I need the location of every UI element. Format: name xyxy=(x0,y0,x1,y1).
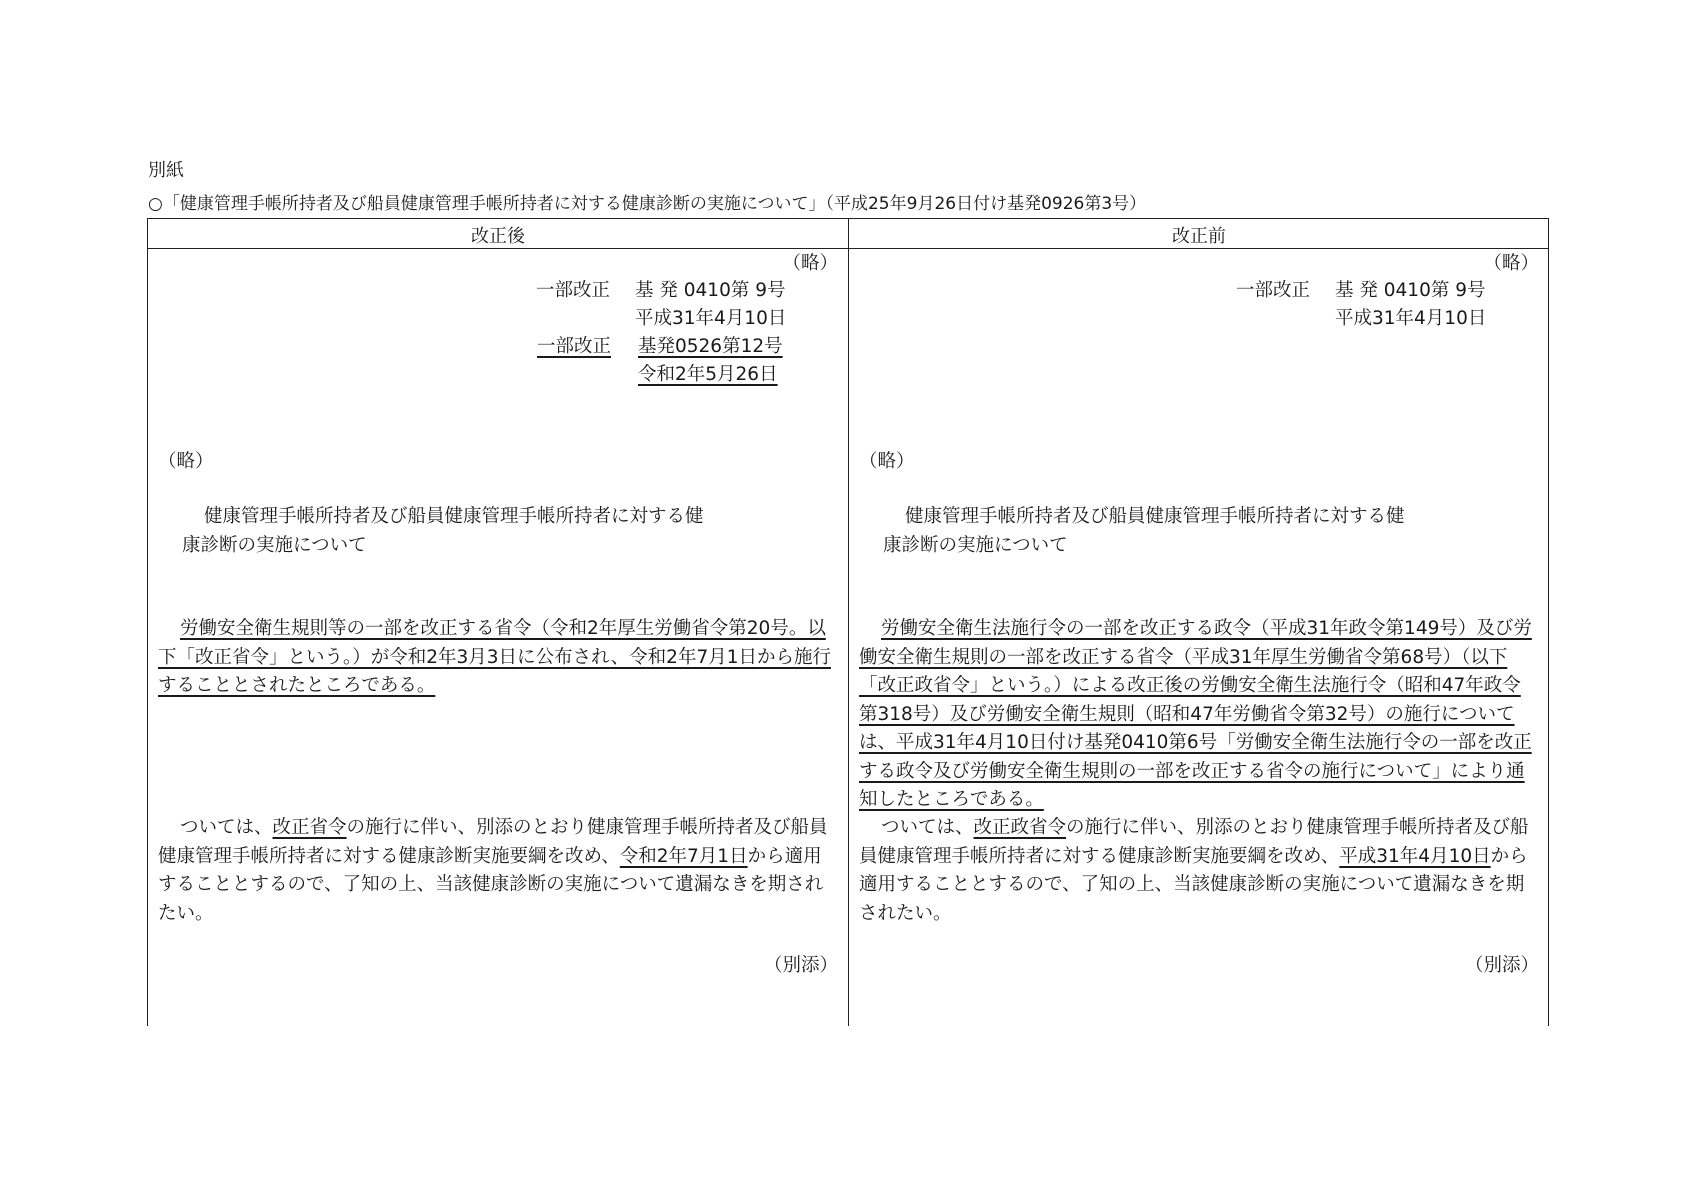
column-before xyxy=(849,249,1549,1027)
amendment-2-date: 令和2年5月26日 xyxy=(638,364,778,385)
body-text-b: の施行に伴い、別添のとおり健康管理手帳所持者及び船員健康管理手帳所持者に対する健康診断実施要綱を改め、 xyxy=(859,817,1529,867)
notice-title-line-1: 健康管理手帳所持者及び船員健康管理手帳所持者に対する健 xyxy=(905,506,1405,527)
body-text-a: ついては、 xyxy=(180,817,273,838)
attachment-note: （別添） xyxy=(763,955,838,976)
attachment-note: （別添） xyxy=(1464,955,1539,976)
notice-title-line-2: 康診断の実施について xyxy=(883,534,1068,556)
intro-paragraph xyxy=(859,615,1539,815)
table-header-row xyxy=(148,219,1548,249)
omitted-note-top: （略） xyxy=(782,253,838,274)
omitted-note-middle: （略） xyxy=(859,451,915,472)
amendment-1-label: 一部改正 xyxy=(1236,280,1311,301)
body-text-b: の施行に伴い、別添のとおり健康管理手帳所持者及び船員健康管理手帳所持者に対する健康診断実施要綱を改め、 xyxy=(158,817,828,867)
body-paragraph xyxy=(859,814,1539,928)
intro-text: 労働安全衛生規則等の一部を改正する省令（令和2年厚生労働省令第20号。以下「改正省令」という。）が令和2年3月3日に公布され、令和2年7月1日から施行することとされたところである。 xyxy=(158,618,831,696)
omitted-note-middle: （略） xyxy=(158,451,214,472)
body-text-c: から適用することとするので、了知の上、当該健康診断の実施について遺漏なきを期されたい。 xyxy=(158,845,824,924)
body-underline-date: 平成31年4月10日 xyxy=(1339,845,1491,867)
amendment-1-number: 基 発 0410第 9号 xyxy=(1335,280,1486,301)
notice-title-line-2: 康診断の実施について xyxy=(182,534,367,556)
amendment-1-date: 平成31年4月10日 xyxy=(635,308,787,329)
comparison-table xyxy=(147,218,1549,1026)
body-underline-ordinance: 改正政省令 xyxy=(973,817,1067,838)
omitted-note-top: （略） xyxy=(1483,253,1539,274)
amendment-1-label: 一部改正 xyxy=(536,280,611,301)
body-text-c: から適用することとするので、了知の上、当該健康診断の実施について遺漏なきを期されたい。 xyxy=(859,845,1528,924)
page-label: 別紙 xyxy=(148,160,184,181)
notice-title xyxy=(883,503,1555,560)
intro-paragraph xyxy=(158,615,838,701)
amendment-1-date: 平成31年4月10日 xyxy=(1335,308,1487,329)
column-header-before: 改正前 xyxy=(1172,226,1226,247)
amendment-2-label: 一部改正 xyxy=(537,336,612,357)
body-underline-date: 令和2年7月1日 xyxy=(619,845,748,867)
body-text-a: ついては、 xyxy=(881,817,974,838)
notice-title xyxy=(182,503,854,560)
column-after xyxy=(148,249,848,1027)
body-paragraph xyxy=(158,814,838,928)
document-heading: ○「健康管理手帳所持者及び船員健康管理手帳所持者に対する健康診断の実施について」（平成25年9月26日付け基発0926第3号） xyxy=(148,194,1147,214)
amendment-1-number: 基 発 0410第 9号 xyxy=(635,280,786,301)
notice-title-line-1: 健康管理手帳所持者及び船員健康管理手帳所持者に対する健 xyxy=(204,506,704,527)
intro-text: 労働安全衛生法施行令の一部を改正する政令（平成31年政令第149号）及び労働安全衛生規則の一部を改正する省令（平成31年厚生労働省令第68号）（以下「改正政省令」という。）による改正後の労働安全衛生法施行令（昭和47年政令第318号）及び労働安全衛生規則（昭和47年労働省令第32号）の施行については、平成31年4月10日付け基発0410第6号「労働安全衛生法施行令の一部を改正する政令及び労働安全衛生規則の一部を改正する省令の施行について」により通知したところである。 xyxy=(859,618,1532,810)
amendment-2-number: 基発0526第12号 xyxy=(638,336,783,357)
column-header-after: 改正後 xyxy=(471,226,525,247)
body-underline-ordinance: 改正省令 xyxy=(272,817,347,838)
